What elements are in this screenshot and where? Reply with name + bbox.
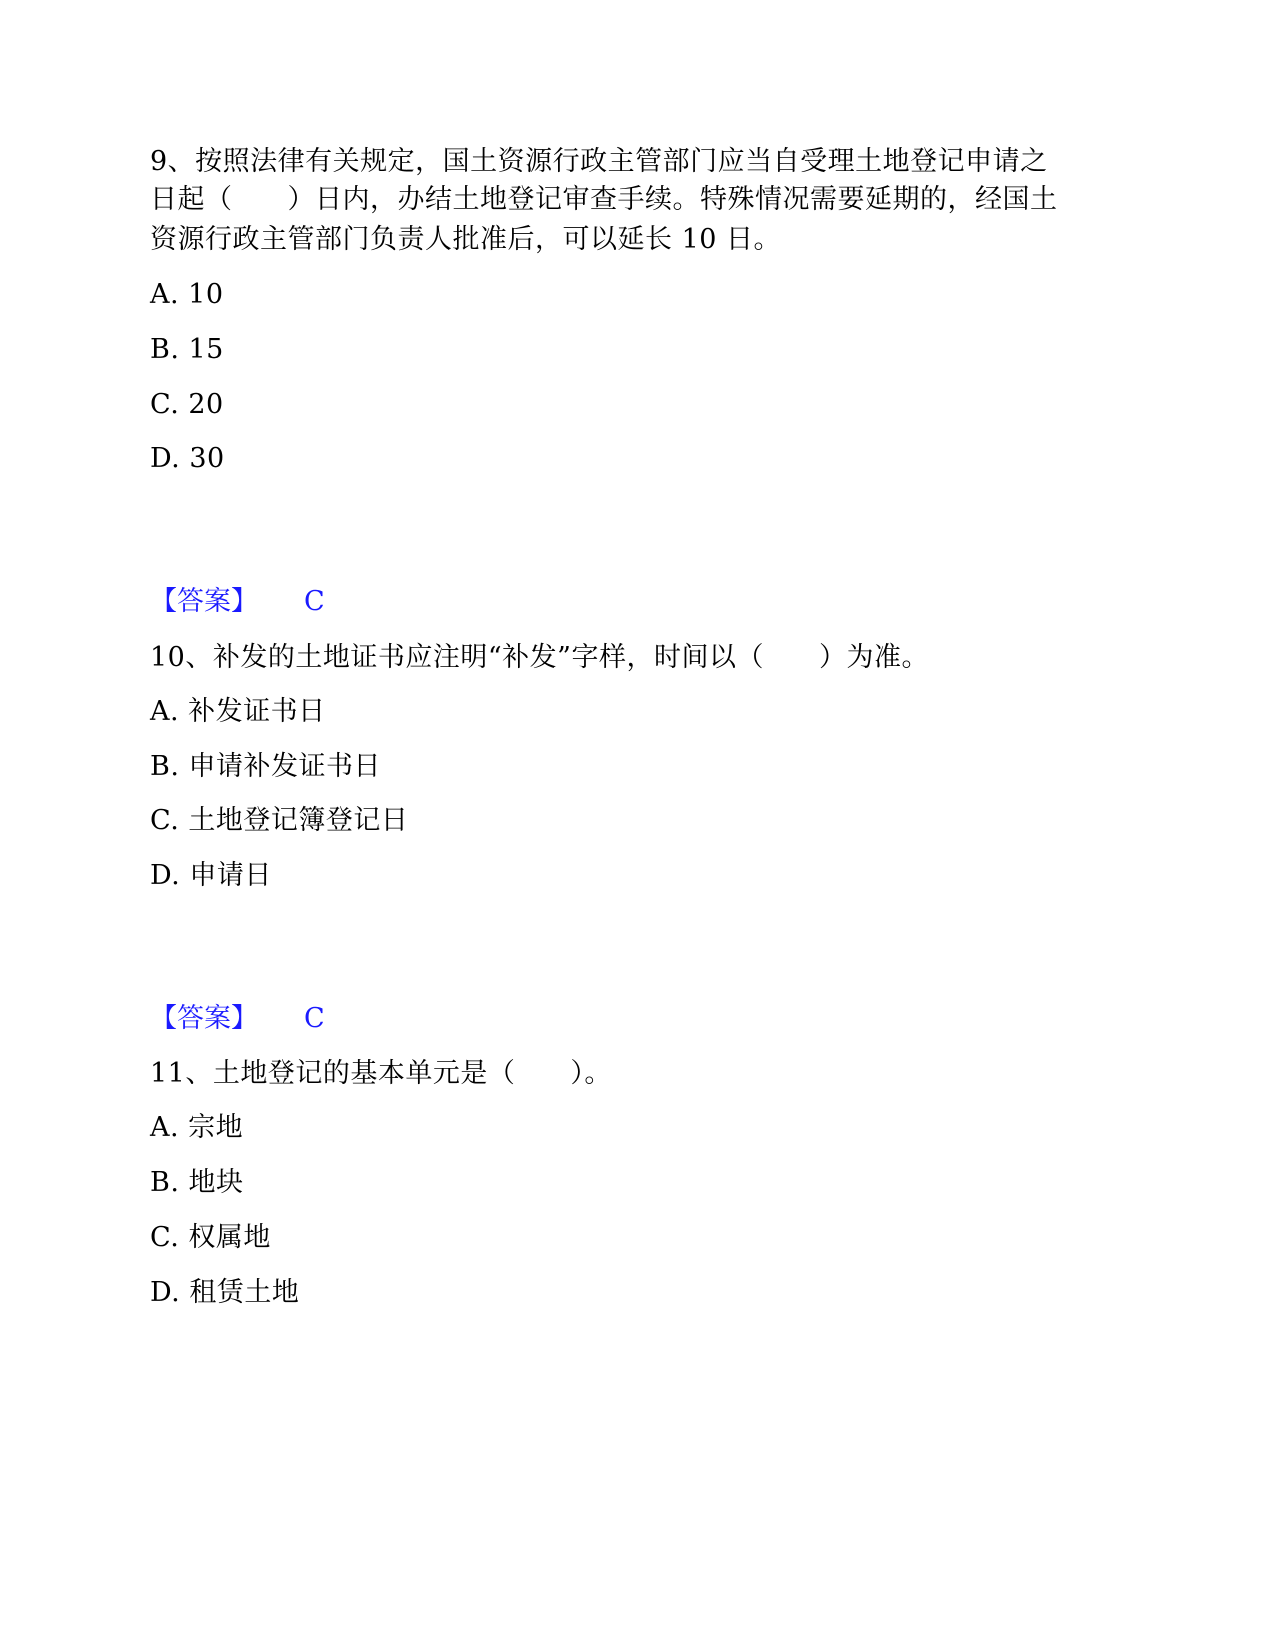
- option-d: D. 租赁土地: [150, 1277, 300, 1308]
- option-d: D. 申请日: [150, 860, 272, 891]
- answer-9: [150, 587, 325, 617]
- question-stem-line: 资源行政主管部门负责人批准后，可以延长 10 日。: [150, 224, 782, 255]
- answer-label: 【答案】: [150, 1003, 258, 1034]
- option-c: C. 土地登记簿登记日: [150, 805, 409, 836]
- option-a: A. 补发证书日: [150, 696, 326, 727]
- answer-value: C: [304, 586, 325, 617]
- question-stem-line: 日起（ ）日内，办结土地登记审查手续。特殊情况需要延期的，经国土: [150, 184, 1058, 215]
- option-c: C. 20: [150, 389, 224, 420]
- option-b: B. 15: [150, 334, 224, 365]
- option-b: B. 申请补发证书日: [150, 751, 382, 782]
- question-stem-line: 11、土地登记的基本单元是（ ）。: [150, 1058, 612, 1089]
- answer-10: [150, 1004, 325, 1034]
- option-c: C. 权属地: [150, 1222, 271, 1253]
- answer-label: 【答案】: [150, 586, 258, 617]
- question-stem-line: 9、按照法律有关规定，国土资源行政主管部门应当自受理土地登记申请之: [150, 146, 1048, 177]
- option-b: B. 地块: [150, 1167, 244, 1198]
- option-d: D. 30: [150, 443, 225, 474]
- option-a: A. 10: [150, 279, 224, 310]
- answer-value: C: [304, 1003, 325, 1034]
- question-stem-line: 10、补发的土地证书应注明“补发”字样，时间以（ ）为准。: [150, 642, 929, 673]
- option-a: A. 宗地: [150, 1112, 244, 1143]
